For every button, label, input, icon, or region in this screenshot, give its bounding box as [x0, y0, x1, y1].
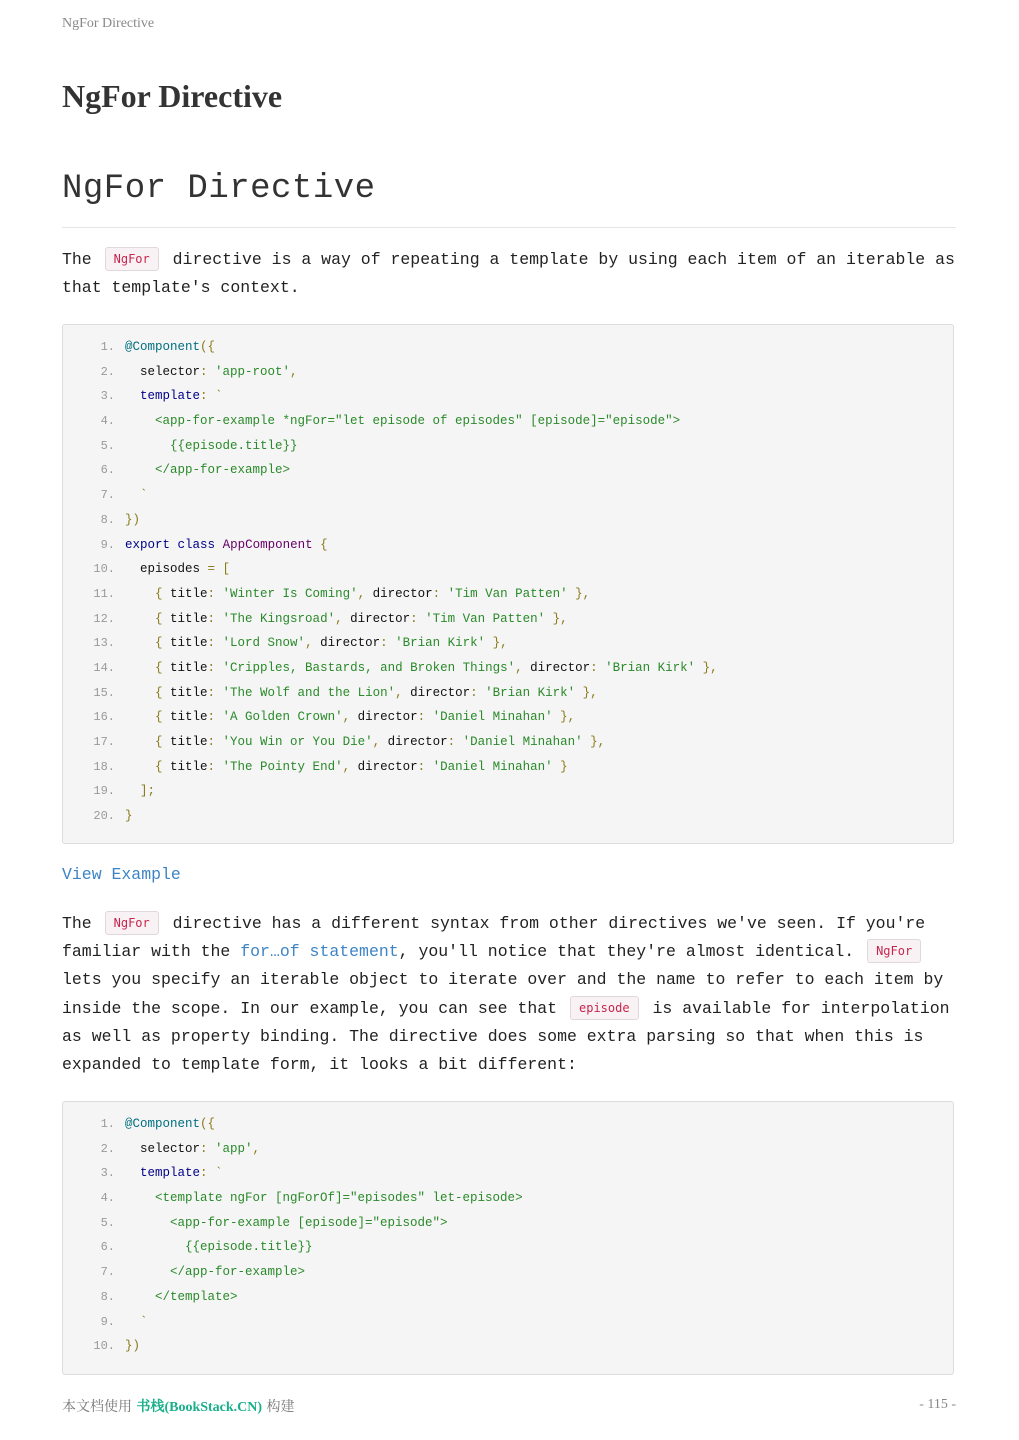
intro-paragraph: [62, 246, 956, 302]
code-line: [63, 1137, 953, 1162]
code-line: [63, 458, 953, 483]
intro-text-before: The: [62, 250, 92, 269]
code-line: [63, 434, 953, 459]
line-number: 1.: [100, 340, 115, 354]
line-content: @Component({: [125, 340, 216, 354]
line-content: ];: [125, 784, 156, 799]
code-line: [63, 360, 953, 385]
code-line: [63, 804, 953, 829]
line-content: { title: 'Cripples, Bastards, and Broken Things', director: 'Brian Kirk' },: [125, 660, 718, 675]
line-content: {{episode.title}}: [125, 1240, 313, 1255]
para-text: The: [62, 914, 92, 933]
line-number: 16.: [93, 710, 115, 725]
code-line: [63, 384, 953, 409]
footer-credit: [62, 1396, 295, 1416]
code-block-template-form: [62, 1101, 954, 1375]
document-title: NgFor Directive: [62, 78, 283, 114]
code-line: [63, 755, 953, 780]
code-line: [63, 483, 953, 508]
line-number: 1.: [100, 1117, 115, 1131]
bookstack-brand-link[interactable]: 书栈(BookStack.CN): [136, 1400, 263, 1415]
line-content: `: [125, 1314, 148, 1329]
para-text: lets you specify an iterable object to iterate over and the name to refer to each item by inside the scope. In our example, you can see that: [62, 970, 944, 1018]
line-content: { title: 'Winter Is Coming', director: 'Tim Van Patten' },: [125, 586, 591, 601]
intro-text-after: directive is a way of repeating a template by using each item of an iterable as that template's context.: [62, 250, 955, 298]
view-example-link[interactable]: View Example: [62, 865, 181, 884]
line-number: 2.: [100, 364, 115, 379]
code-line: [63, 779, 953, 804]
line-number: 10.: [93, 1339, 115, 1354]
line-number: 5.: [100, 438, 115, 453]
line-content: { title: 'The Kingsroad', director: 'Tim Van Patten' },: [125, 611, 568, 626]
code-line: [63, 1161, 953, 1186]
code-line: [63, 1211, 953, 1236]
line-number: 8.: [100, 512, 115, 527]
line-number: 6.: [100, 463, 115, 478]
code-line: [63, 705, 953, 730]
line-content: @Component({: [125, 1117, 216, 1131]
line-content: </template>: [125, 1289, 238, 1304]
line-content: export class AppComponent {: [125, 537, 328, 552]
line-content: }): [125, 512, 141, 527]
code-line: [63, 533, 953, 558]
code-line: [63, 631, 953, 656]
para-text: directive has a different syntax from other directives we've seen. If you're familiar with the: [62, 914, 926, 962]
line-content: selector: 'app-root',: [125, 364, 298, 379]
section-title: NgFor Directive: [62, 170, 376, 208]
line-number: 20.: [93, 809, 115, 824]
code-line: [63, 335, 953, 360]
running-header: NgFor Directive: [62, 16, 155, 31]
line-number: 4.: [100, 1191, 115, 1206]
line-number: 12.: [93, 611, 115, 626]
line-content: </app-for-example>: [125, 463, 291, 478]
line-number: 4.: [100, 414, 115, 429]
para-text: , you'll notice that they're almost identical.: [398, 942, 855, 962]
line-content: }): [125, 1339, 141, 1354]
line-number: 18.: [93, 759, 115, 774]
line-number: 2.: [100, 1141, 115, 1156]
line-number: 3.: [100, 1166, 115, 1181]
line-content: {{episode.title}}: [125, 438, 298, 453]
line-number: 5.: [100, 1215, 115, 1230]
line-content: { title: 'A Golden Crown', director: 'Daniel Minahan' },: [125, 710, 576, 725]
line-content: template: `: [125, 389, 223, 404]
code-line: [63, 607, 953, 632]
line-content: { title: 'You Win or You Die', director: 'Daniel Minahan' },: [125, 735, 606, 749]
code-line: [63, 1285, 953, 1310]
code-line: [63, 1260, 953, 1285]
line-content: { title: 'The Pointy End', director: 'Daniel Minahan' }: [125, 759, 568, 774]
line-content: }: [125, 809, 133, 824]
line-content: selector: 'app',: [125, 1141, 261, 1156]
line-content: </app-for-example>: [125, 1265, 306, 1280]
line-number: 10.: [93, 562, 115, 577]
inline-code-ngfor: NgFor: [105, 911, 159, 935]
line-content: <app-for-example *ngFor="let episode of episodes" [episode]="episode">: [125, 414, 681, 429]
code-line: [63, 681, 953, 706]
footer-suffix: 构建: [266, 1399, 295, 1415]
line-content: { title: 'Lord Snow', director: 'Brian Kirk' },: [125, 636, 508, 651]
line-content: `: [125, 488, 148, 503]
line-number: 13.: [93, 636, 115, 651]
code-line: [63, 508, 953, 533]
line-number: 6.: [100, 1240, 115, 1255]
code-line: [63, 557, 953, 582]
code-line: [63, 730, 953, 755]
line-number: 15.: [93, 685, 115, 700]
for-of-statement-link[interactable]: for…of statement: [240, 942, 399, 962]
line-content: <app-for-example [episode]="episode">: [125, 1215, 448, 1230]
code-block-component: [62, 324, 954, 844]
code-line: [63, 1334, 953, 1359]
line-number: 8.: [100, 1289, 115, 1304]
code-line: [63, 409, 953, 434]
footer-prefix: 本文档使用: [62, 1399, 132, 1415]
line-content: <template ngFor [ngForOf]="episodes" let-episode>: [125, 1191, 523, 1206]
code-line: [63, 1310, 953, 1335]
section-divider: [62, 227, 956, 228]
para-text: is available for interpolation as well as property binding. The directive does some extra parsing so that when this is expanded to template form, it looks a bit different:: [62, 998, 950, 1075]
line-number: 14.: [93, 660, 115, 675]
line-number: 7.: [100, 1265, 115, 1280]
page-number: - 115 -: [919, 1397, 956, 1412]
ngfor-syntax-paragraph: [62, 910, 956, 1079]
inline-code-episode: episode: [570, 996, 639, 1020]
line-number: 17.: [93, 735, 115, 749]
line-content: { title: 'The Wolf and the Lion', director: 'Brian Kirk' },: [125, 685, 598, 700]
inline-code-ngfor: NgFor: [867, 939, 921, 963]
code-line: [63, 582, 953, 607]
line-number: 19.: [93, 784, 115, 799]
line-content: episodes = [: [125, 562, 231, 577]
code-line: [63, 1112, 953, 1137]
inline-code-ngfor: NgFor: [105, 247, 159, 271]
line-content: template: `: [125, 1166, 223, 1181]
line-number: 11.: [93, 586, 115, 601]
line-number: 7.: [100, 488, 115, 503]
code-line: [63, 656, 953, 681]
line-number: 3.: [100, 389, 115, 404]
line-number: 9.: [100, 537, 115, 552]
line-number: 9.: [100, 1314, 115, 1329]
code-line: [63, 1235, 953, 1260]
code-line: [63, 1186, 953, 1211]
